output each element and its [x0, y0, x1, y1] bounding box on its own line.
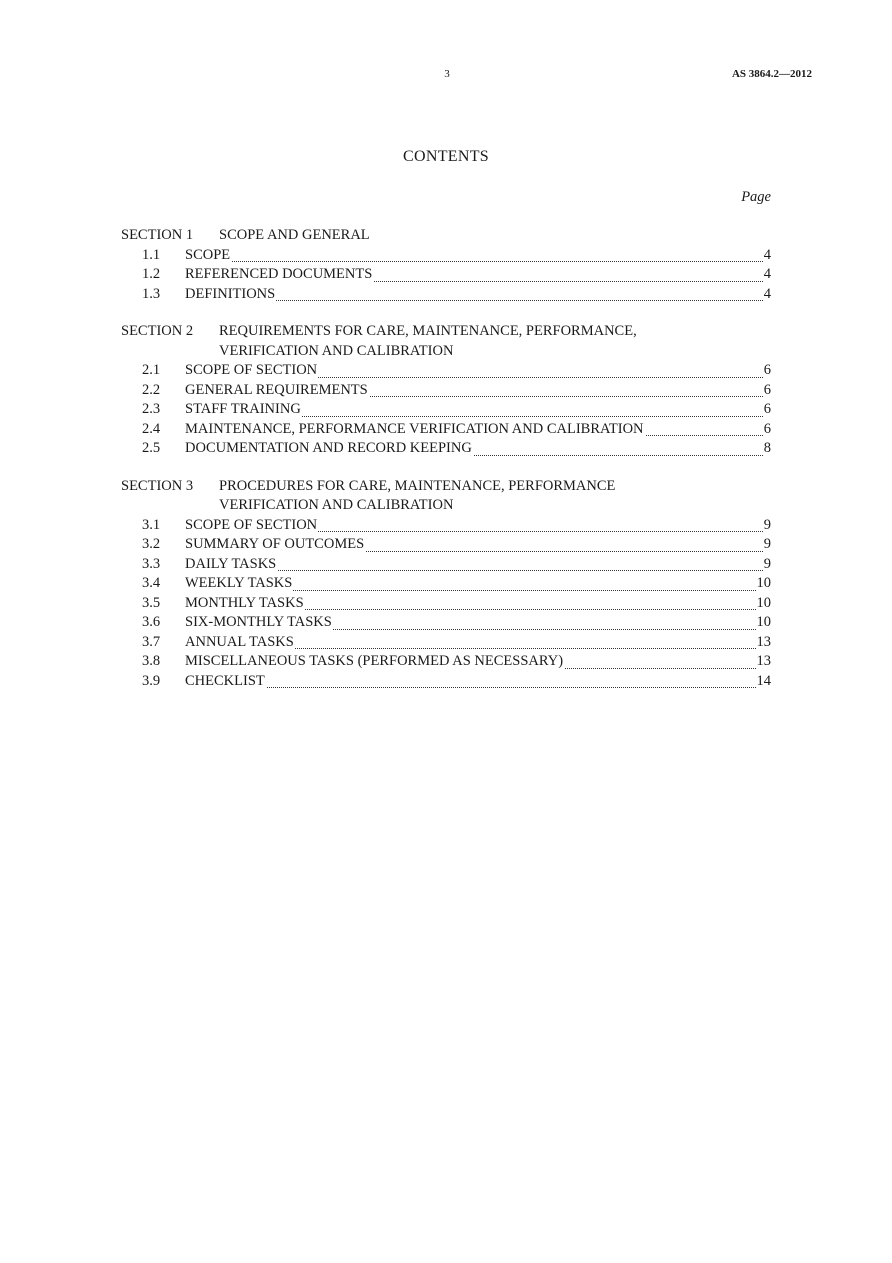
toc-section [121, 226, 771, 304]
entry-number: 1.1 [142, 246, 161, 263]
toc-entry[interactable] [121, 633, 771, 653]
entry-title: GENERAL REQUIREMENTS [185, 381, 368, 398]
entry-page-number: 6 [763, 400, 771, 420]
entry-page-number: 4 [763, 285, 771, 305]
entry-title-leader [185, 400, 763, 420]
entry-title: MONTHLY TASKS [185, 594, 304, 611]
toc-entry[interactable] [121, 400, 771, 420]
entry-number: 2.1 [142, 362, 161, 378]
toc-entry[interactable] [121, 516, 771, 536]
toc-entry[interactable] [121, 285, 771, 305]
section-heading [121, 477, 771, 516]
entry-page-number: 13 [756, 633, 772, 653]
entry-title: SUMMARY OF OUTCOMES [185, 536, 365, 552]
toc-entry[interactable] [121, 439, 771, 459]
entry-number: 2.2 [142, 381, 161, 398]
entry-number: 3.8 [142, 653, 161, 669]
entry-number: 2.5 [142, 440, 161, 456]
entry-title-leader [185, 381, 763, 401]
entry-page-number: 4 [763, 246, 771, 266]
toc-section [121, 477, 771, 692]
entry-page-number: 6 [763, 361, 771, 381]
entry-page-number: 9 [763, 555, 771, 575]
entry-page-number: 14 [756, 672, 772, 692]
toc-entry[interactable] [121, 594, 771, 614]
entry-page-number: 10 [756, 594, 772, 614]
entry-number: 3.6 [142, 614, 161, 630]
section-label: SECTION 3 [121, 477, 194, 494]
entry-page-number: 6 [763, 381, 771, 401]
entry-title: WEEKLY TASKS [185, 575, 293, 591]
entry-title-leader [185, 574, 756, 594]
entry-title-leader [185, 613, 756, 633]
contents-title: CONTENTS [403, 148, 489, 165]
entry-title: MISCELLANEOUS TASKS (PERFORMED AS NECESSARY) [185, 653, 564, 669]
entry-title-leader [185, 555, 763, 575]
entry-number: 3.5 [142, 594, 161, 611]
entry-title-leader [185, 420, 763, 440]
entry-title-leader [185, 652, 756, 672]
page-column-label: Page [741, 189, 771, 205]
entry-title: SIX-MONTHLY TASKS [185, 614, 332, 630]
toc-entry[interactable] [121, 555, 771, 575]
entry-page-number: 9 [763, 516, 771, 536]
entry-number: 2.4 [142, 420, 161, 437]
section-label: SECTION 1 [121, 227, 194, 243]
entry-title-leader [185, 285, 763, 305]
entry-title: SCOPE OF SECTION [185, 516, 318, 533]
toc-entry[interactable] [121, 246, 771, 266]
entry-title: DOCUMENTATION AND RECORD KEEPING [185, 440, 472, 456]
entry-page-number: 8 [763, 439, 771, 459]
section-title: PROCEDURES FOR CARE, MAINTENANCE, PERFORMANCE VERIFICATION AND CALIBRATION [219, 477, 616, 513]
dot-leader [185, 687, 756, 688]
section-title: REQUIREMENTS FOR CARE, MAINTENANCE, PERFORMANCE, VERIFICATION AND CALIBRATION [219, 323, 637, 359]
table-of-contents [121, 226, 771, 709]
entry-number: 3.9 [142, 672, 161, 689]
entry-title-leader [185, 439, 763, 459]
entry-page-number: 10 [756, 574, 772, 594]
entry-number: 1.3 [142, 285, 161, 302]
toc-entry[interactable] [121, 361, 771, 381]
entry-title: STAFF TRAINING [185, 401, 301, 417]
entry-number: 2.3 [142, 401, 161, 417]
entry-number: 1.2 [142, 266, 161, 282]
entry-title: SCOPE [185, 246, 231, 263]
entry-title-leader [185, 246, 763, 266]
entry-title: DEFINITIONS [185, 285, 276, 302]
entry-title: REFERENCED DOCUMENTS [185, 266, 373, 282]
toc-entry[interactable] [121, 381, 771, 401]
entry-number: 3.4 [142, 575, 161, 591]
toc-entry[interactable] [121, 420, 771, 440]
toc-entry[interactable] [121, 613, 771, 633]
section-title: SCOPE AND GENERAL [219, 227, 370, 243]
entry-page-number: 4 [763, 265, 771, 285]
entry-title-leader [185, 594, 756, 614]
document-id: AS 3864.2—2012 [731, 68, 812, 80]
entry-number: 3.1 [142, 516, 161, 533]
entry-title: SCOPE OF SECTION [185, 362, 318, 378]
entry-page-number: 13 [756, 652, 772, 672]
entry-title: CHECKLIST [185, 672, 265, 689]
toc-entry[interactable] [121, 652, 771, 672]
entry-title-leader [185, 265, 763, 285]
entry-number: 3.7 [142, 633, 161, 650]
toc-entry[interactable] [121, 265, 771, 285]
entry-title-leader [185, 633, 756, 653]
entry-title-leader [185, 535, 763, 555]
entry-title-leader [185, 361, 763, 381]
entry-number: 3.2 [142, 536, 161, 552]
toc-entry[interactable] [121, 574, 771, 594]
section-heading [121, 226, 771, 246]
toc-section [121, 322, 771, 459]
toc-entry[interactable] [121, 535, 771, 555]
entry-page-number: 9 [763, 535, 771, 555]
entry-page-number: 6 [763, 420, 771, 440]
entry-title-leader [185, 672, 756, 692]
entry-title-leader [185, 516, 763, 536]
entry-title: DAILY TASKS [185, 555, 277, 572]
section-heading [121, 322, 771, 361]
entry-title: ANNUAL TASKS [185, 633, 294, 650]
entry-title: MAINTENANCE, PERFORMANCE VERIFICATION AND CALIBRATION [185, 420, 644, 437]
toc-entry[interactable] [121, 672, 771, 692]
entry-page-number: 10 [756, 613, 772, 633]
entry-number: 3.3 [142, 555, 161, 572]
section-label: SECTION 2 [121, 323, 194, 339]
dot-leader [185, 261, 763, 262]
page-number: 3 [444, 68, 450, 80]
